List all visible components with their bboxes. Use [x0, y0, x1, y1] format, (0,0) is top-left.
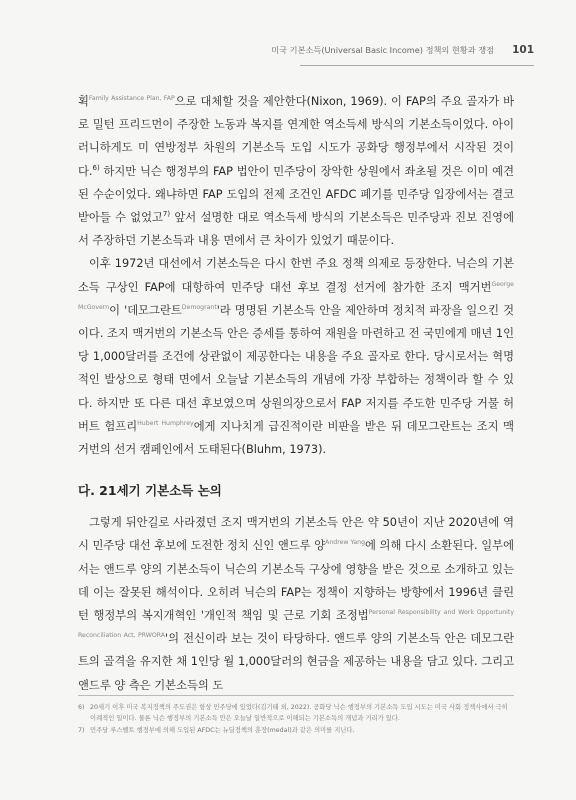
footnote-text: 민주당 루스벨트 행정부에 의해 도입된 AFDC는 뉴딜정책의 훈장(medal)과 같은 의미를 지닌다.: [90, 727, 355, 734]
footnote-text: 20세기 이후 미국 복지정책의 주도권은 항상 민주당에 있었다(김기태 외, 2022). 공화당 닉슨 행정부의 기본소득 도입 시도는 미국 사회 정책사에서 극히 이례적인 일이다. 물론 닉슨 행정부의 기본소득 안은 오늘날 일반적으로 이해되는 기본소득의 개념과 거리가 있다.: [90, 704, 508, 722]
page-number: 101: [512, 44, 534, 56]
footnote-number: 7): [78, 727, 85, 734]
paragraph-2: 이후 1972년 대선에서 기본소득은 다시 한번 주요 정책 의제로 등장한다. 닉슨의 기본소득 구상인 FAP에 대항하여 민주당 대선 후보 결정 선거에 참가한 조지 맥거번$^{George McGovern}$이 '데모그란트$^{Demogrant}$'라 명명된 기본소득 안을 제안하며 정치적 파장을 일으킨 것이다. 조지 맥거번의 기본소득 안은 증세를 통하여 재원을 마련하고 전 국민에게 매년 1인당 1,000달러를 조건에 상관없이 제공한다는 내용을 주요 골자로 한다. 당시로서는 혁명적인 발상으로 형태 면에서 오늘날 기본소득의 개념에 가장 부합하는 정책이라 할 수 있다. 하지만 또 다른 대선 후보였으며 상원의장으로서 FAP 저지를 주도한 민주당 거물 허버트 험프리$^{Hubert Humphrey}$에게 지나치게 급진적이란 비판을 받은 뒤 데모그란트는 조지 맥거번의 선거 캠페인에서 도태된다(Bluhm, 1973).: [78, 257, 515, 457]
term-original: Andrew Yang: [325, 539, 366, 547]
section-title: 다. 21세기 기본소득 논의: [78, 483, 222, 499]
term-original: Hubert Humphrey: [137, 420, 194, 428]
term-original: Demogrant: [181, 304, 217, 312]
running-title: 미국 기본소득(Universal Basic Income) 정책의 현황과 쟁점: [271, 45, 495, 55]
term-original: Family Assistance Plan, FAP: [88, 95, 175, 103]
running-header: [271, 44, 534, 60]
term-original: Personal Responsibility and Work Opportunity Reconciliation Act, PRWORA: [78, 609, 514, 640]
footnote-6: [78, 702, 514, 724]
footnote-ref-7[interactable]: 7): [162, 210, 171, 219]
footnotes: [78, 702, 514, 737]
paragraph-1: 획$^{Family Assistance Plan, FAP}$으로 대체할 것을 제안한다(Nixon, 1969). 이 FAP의 주요 골자가 바로 밀턴 프리드먼이 주장한 노동과 복지를 연계한 역소득세 방식의 기본소득이었다. 아이러니하게도 미 연방정부 차원의 기본소득 도입 시도가 공화당 행정부에서 시작된 것이다.$^{6)}$ 하지만 닉슨 행정부의 FAP 법안이 민주당이 장악한 상원에서 좌초될 것은 이미 예견된 수순이었다. 왜냐하면 FAP 도입의 전제 조건인 AFDC 폐기를 민주당 입장에서는 결코 받아들 수 없었고$^{7)}$ 앞서 설명한 대로 역소득세 방식의 기본소득은 민주당과 진보 진영에서 주장하던 기본소득과 내용 면에서 큰 차이가 있었기 때문이다.: [78, 95, 514, 248]
footnote-divider: [78, 695, 514, 696]
term-original: George McGovern: [78, 280, 514, 312]
body-text: [78, 90, 514, 697]
footnote-number: 6): [78, 704, 85, 711]
paragraph-3: 그렇게 뒤안길로 사라졌던 조지 맥거번의 기본소득 안은 약 50년이 지난 2020년에 역시 민주당 대선 후보에 도전한 정치 신인 앤드루 양$^{Andrew Yang}$에 의해 다시 소환된다. 일부에서는 앤드루 양의 기본소득이 닉슨의 기본소득 구상에 영향을 받은 것으로 소개하고 있는데 이는 잘못된 해석이다. 오히려 닉슨의 FAP는 정책이 지향하는 방향에서 1996년 클린턴 행정부의 복지개혁인 '개인적 책임 및 근로 기회 조정법$^{Personal Responsibility and Work Opportunity Reconciliation Act, PRWORA}$'의 전신이라 보는 것이 타당하다. 앤드루 양의 기본소득 안은 데모그란트의 골격을 유지한 채 1인당 월 1,000달러의 현금을 제공하는 내용을 담고 있다. 그리고 앤드루 양 측은 기본소득의 도: [78, 516, 515, 692]
header-divider: [300, 65, 534, 66]
footnote-ref-6[interactable]: 6): [92, 163, 100, 172]
footnote-7: [78, 725, 514, 736]
